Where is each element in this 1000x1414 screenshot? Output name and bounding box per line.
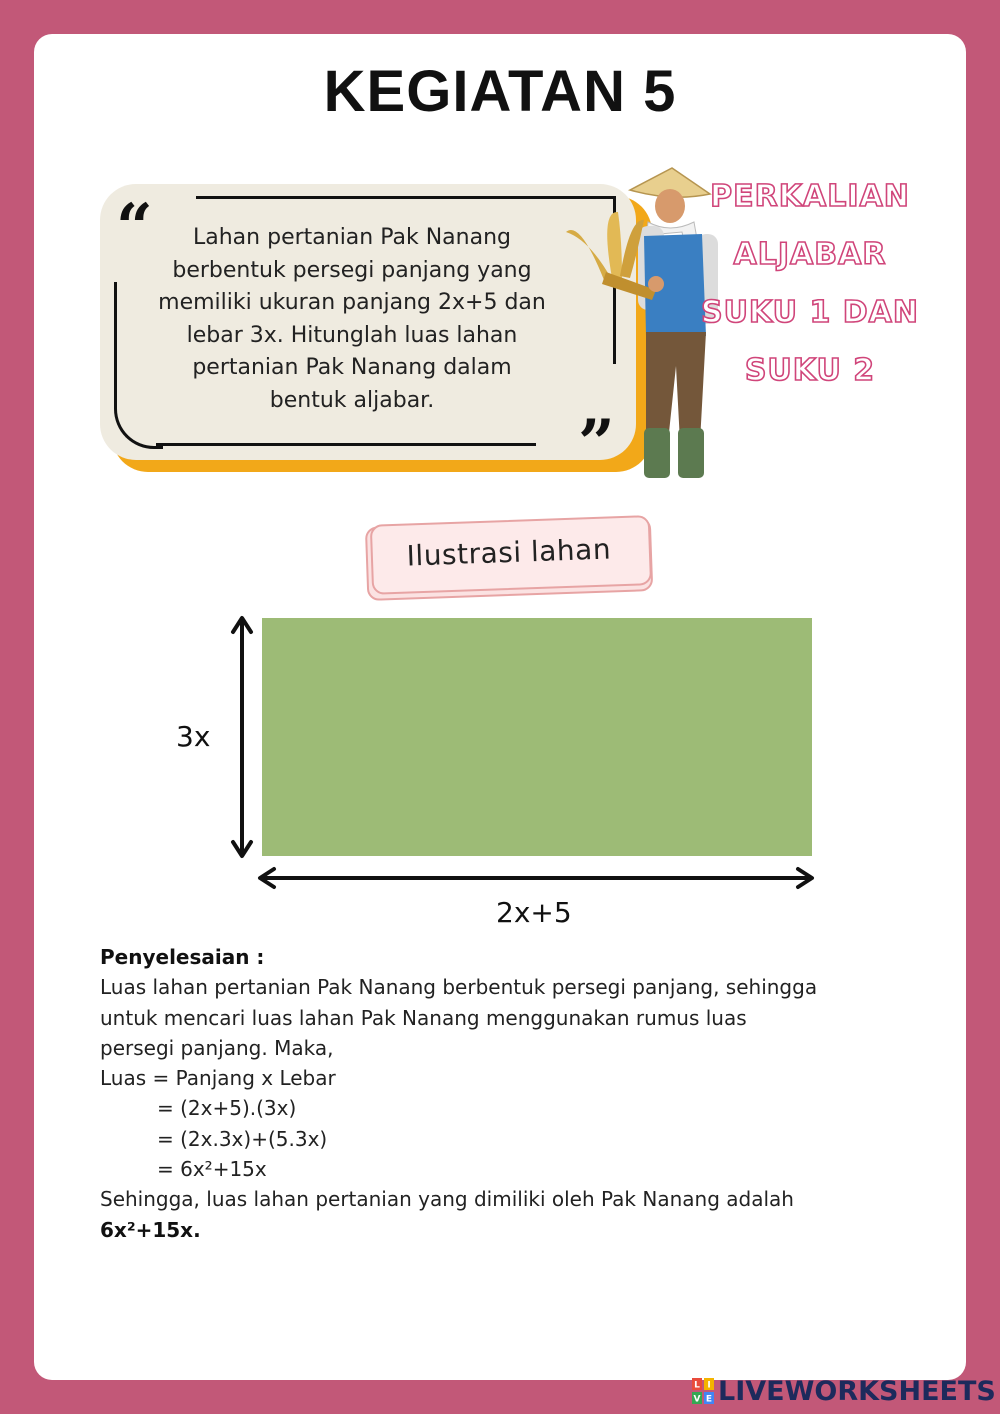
illustration-label: Ilustrasi lahan [406,532,612,573]
problem-line: pertanian Pak Nanang dalam [192,355,512,381]
solution-intro-line: Luas lahan pertanian Pak Nanang berbentuk persegi panjang, sehingga [100,975,818,1000]
final-answer: 6x²+15x. [100,1217,201,1242]
problem-line: Lahan pertanian Pak Nanang [193,225,511,250]
mark-letter: V [693,1394,701,1404]
problem-line: berbentuk persegi panjang yang [172,257,532,283]
problem-line: memiliki ukuran panjang 2x+5 dan [158,290,546,316]
close-quote-icon: ” [578,406,615,481]
calculation-step: = (2x.3x)+(5.3x) [157,1126,328,1151]
topic-label [700,168,920,400]
width-arrow [260,869,812,887]
calculation-step: = 6x²+15x [157,1157,267,1182]
solution-heading: Penyelesaian : [100,945,265,969]
conclusion-line: Sehingga, luas lahan pertanian yang dimiliki oleh Pak Nanang adalah [100,1187,794,1212]
mark-letter: E [705,1394,713,1404]
solution-section [100,942,920,1245]
solution-intro-line: untuk mencari luas lahan Pak Nanang menggunakan rumus luas [100,1005,747,1030]
topic-line: ALJABAR [733,237,887,272]
topic-line: SUKU 2 [744,353,876,388]
formula-line: Luas = Panjang x Lebar [100,1066,336,1091]
problem-text [140,222,564,418]
problem-line: lebar 3x. Hitunglah luas lahan [186,322,518,348]
field-diagram [220,600,830,900]
liveworksheets-logo [692,1374,996,1408]
problem-line: bentuk aljabar. [269,387,435,413]
liveworksheets-mark-icon [692,1378,714,1404]
mark-letter: I [707,1380,711,1391]
open-quote-icon: “ [116,190,153,265]
topic-line: SUKU 1 DAN [700,295,920,330]
height-arrow [233,618,251,856]
field-rectangle [262,618,812,856]
quote-frame-bottom [156,443,536,446]
solution-intro-line: persegi panjang. Maka, [100,1035,334,1060]
topic-line: PERKALIAN [710,179,910,214]
page-title: KEGIATAN 5 [323,59,677,124]
mark-letter: L [694,1380,700,1391]
illustration-label-box [365,515,653,599]
height-label: 3x [176,720,211,753]
liveworksheets-brand: LIVEWORKSHEETS [718,1375,996,1407]
quote-frame-top [196,196,616,199]
width-label: 2x+5 [496,896,572,929]
calculation-step: = (2x+5).(3x) [157,1096,297,1121]
